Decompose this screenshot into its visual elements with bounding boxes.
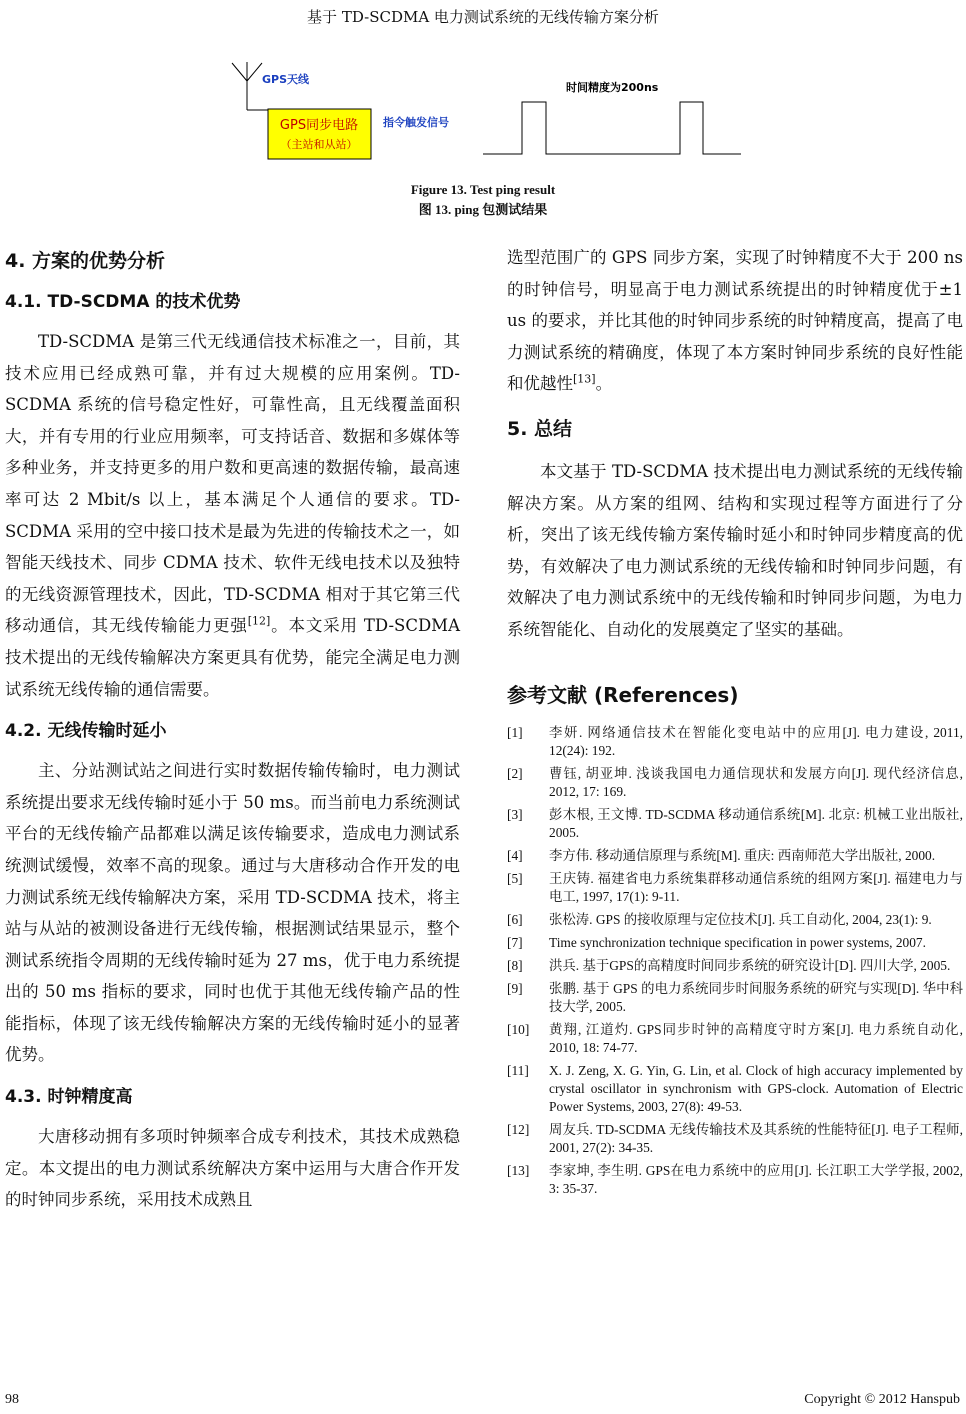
reference-item <box>507 1162 963 1198</box>
reference-number: [8] <box>507 957 523 973</box>
reference-text: 洪兵. 基于GPS的高精度时间同步系统的研究设计[D]. 四川大学, 2005. <box>549 957 951 973</box>
reference-text: Time synchronization technique specification in power systems, 2007. <box>549 934 926 950</box>
copyright: Copyright © 2012 Hanspub <box>804 1392 960 1407</box>
reference-item <box>507 957 963 975</box>
section-4-3-title: 4.3. 时钟精度高 <box>5 1087 133 1108</box>
reference-number: [9] <box>507 980 523 996</box>
reference-text: X. J. Zeng, X. G. Yin, G. Lin, et al. Clock of high accuracy implemented by crystal oscillator in synchronism with GPS-clock. Automation of Electric Power Systems, 2003, 27(8): 49-53. <box>549 1062 963 1114</box>
left-column <box>5 242 460 1216</box>
reference-item <box>507 847 963 865</box>
reference-number: [11] <box>507 1062 529 1078</box>
reference-item <box>507 724 963 760</box>
reference-text: 曹钰, 胡亚坤. 浅谈我国电力通信现状和发展方向[J]. 现代经济信息, 2012, 17: 169. <box>549 765 963 799</box>
citation-13: [13] <box>573 372 596 386</box>
reference-number: [6] <box>507 911 523 927</box>
reference-item <box>507 911 963 929</box>
figure-diagram <box>0 55 966 175</box>
reference-text: 张鹏. 基于 GPS 的电力系统同步时间服务系统的研究与实现[D]. 华中科技大学, 2005. <box>549 980 963 1014</box>
section-5-paragraph: 本文基于 TD-SCDMA 技术提出电力测试系统的无线传输解决方案。从方案的组网、结构和实现过程等方面进行了分析，突出了该无线传输方案传输时延小和时钟同步精度高的优势，有效解决了电力测试系统的无线传输和时钟同步问题，有效解决了电力测试系统中的无线传输和时钟同步问题，为电力系统智能化、自动化的发展奠定了坚实的基础。 <box>507 461 963 639</box>
reference-number: [10] <box>507 1021 530 1037</box>
reference-text: 周友兵. TD-SCDMA 无线传输技术及其系统的性能特征[J]. 电子工程师, 2001, 27(2): 34-35. <box>549 1121 963 1155</box>
reference-item <box>507 1062 963 1116</box>
antenna-label: GPS天线 <box>262 73 310 86</box>
reference-item <box>507 1121 963 1157</box>
section-4-title: 4. 方案的优势分析 <box>5 250 166 272</box>
reference-item <box>507 806 963 842</box>
reference-number: [1] <box>507 724 523 740</box>
section-5-title: 5. 总结 <box>507 417 573 440</box>
reference-item <box>507 870 963 906</box>
running-header: 基于 TD-SCDMA 电力测试系统的无线传输方案分析 <box>307 8 659 26</box>
right-column <box>507 242 963 1203</box>
reference-text: 李家坤, 李生明. GPS在电力系统中的应用[J]. 长江职工大学学报, 2002, 3: 35-37. <box>549 1162 963 1196</box>
section-4-1-title: 4.1. TD-SCDMA 的技术优势 <box>5 292 241 312</box>
gps-sync-box <box>268 109 371 159</box>
pulse-waveform <box>483 102 741 154</box>
reference-number: [4] <box>507 847 523 863</box>
s41-tail: 。本文采用 TD-SCDMA 技术提出的无线传输解决方案更具有优势，能完全满足电力测试系统无线传输的通信需要。 <box>5 616 460 699</box>
figure-caption-cn: 图 13. ping 包测试结果 <box>418 202 548 217</box>
reference-number: [7] <box>507 934 523 950</box>
section-4-2-paragraph: 主、分站测试站之间进行实时数据传输传输时，电力测试系统提出要求无线传输时延小于 50 ms。而当前电力系统测试平台的无线传输产品都难以满足该传输要求，造成电力测试系统测试缓慢，效率不高的现象。通过与大唐移动合作开发的电力测试系统无线传输解决方案，采用 TD-SCDMA 技术，将主站与从站的被测设备进行无线传输，根据测试结果显示，整个测试系统指令周期的无线传输时延为 27 ms，优于电力系统提出的 50 ms 指标的要求，同时也优于其他无线传输产品的性能指标，体现了该无线传输解决方案的无线传输时延小的显著优势。 <box>5 761 460 1065</box>
reference-item <box>507 765 963 801</box>
references-list <box>507 724 963 1198</box>
reference-item <box>507 980 963 1016</box>
reference-text: 彭木根, 王文博. TD-SCDMA 移动通信系统[M]. 北京: 机械工业出版社, 2005. <box>549 806 963 840</box>
s41-text: TD-SCDMA 是第三代无线通信技术标准之一，目前，其技术应用已经成熟可靠，并有过大规模的应用案例。TD-SCDMA 系统的信号稳定性好，可靠性高，且无线覆盖面积大，并有专用的行业应用频率，可支持话音、数据和多媒体等多种业务，并支持更多的用户数和更高速的数据传输，最高速率可达 2 Mbit/s 以上，基本满足个人通信的要求。TD-SCDMA 采用的空中接口技术是最为先进的传输技术之一，如智能天线技术、同步 CDMA 技术、软件无线电技术以及独特的无线资源管理技术，因此，TD-SCDMA 相对于其它第三代移动通信，其无线传输能力更强 <box>5 332 460 636</box>
reference-number: [13] <box>507 1162 530 1178</box>
s43-tail: 。 <box>595 374 613 394</box>
citation-12: [12] <box>247 614 271 628</box>
precision-label: 时间精度为200ns <box>566 81 659 94</box>
gps-box-title: GPS同步电路 <box>279 118 359 133</box>
gps-box-subtitle: （主站和从站） <box>280 138 358 151</box>
figure-caption <box>0 180 966 220</box>
reference-text: 李方伟. 移动通信原理与系统[M]. 重庆: 西南师范大学出版社, 2000. <box>549 847 936 863</box>
figure-caption-en: Figure 13. Test ping result <box>410 182 556 197</box>
reference-text: 黄翔, 江道灼. GPS同步时钟的高精度守时方案[J]. 电力系统自动化, 2010, 18: 74-77. <box>549 1021 963 1055</box>
reference-item <box>507 934 963 952</box>
section-4-1-paragraph <box>5 326 460 705</box>
section-4-3-paragraph: 大唐移动拥有多项时钟频率合成专利技术，其技术成熟稳定。本文提出的电力测试系统解决方案中运用与大唐合作开发的时钟同步系统，采用技术成熟且 <box>5 1127 460 1210</box>
reference-number: [2] <box>507 765 523 781</box>
antenna-arm-left <box>232 63 247 81</box>
page-number: 98 <box>5 1392 19 1407</box>
reference-number: [12] <box>507 1121 530 1137</box>
reference-number: [3] <box>507 806 523 822</box>
reference-number: [5] <box>507 870 523 886</box>
s43-cont-text: 选型范围广的 GPS 同步方案，实现了时钟精度不大于 200 ns 的时钟信号，明显高于电力测试系统提出的时钟精度优于±1 us 的要求，并比其他的时钟同步系统的时钟精度高，提高了电力测试系统的精确度，体现了本方案时钟同步系统的良好性能和优越性 <box>507 248 963 394</box>
reference-text: 李妍. 网络通信技术在智能化变电站中的应用[J]. 电力建设, 2011, 12(24): 192. <box>549 724 963 758</box>
reference-item <box>507 1021 963 1057</box>
references-title: 参考文献 (References) <box>507 682 739 707</box>
figure-13 <box>0 55 966 175</box>
signal-label: 指令触发信号 <box>383 116 449 129</box>
antenna-arm-right <box>247 63 262 81</box>
reference-text: 王庆铸. 福建省电力系统集群移动通信系统的组网方案[J]. 福建电力与电工, 1997, 17(1): 9-11. <box>549 870 963 904</box>
reference-text: 张松涛. GPS 的接收原理与定位技术[J]. 兵工自动化, 2004, 23(1): 9. <box>549 911 932 927</box>
section-4-3-continuation <box>507 242 963 400</box>
section-4-2-title: 4.2. 无线传输时延小 <box>5 721 167 742</box>
